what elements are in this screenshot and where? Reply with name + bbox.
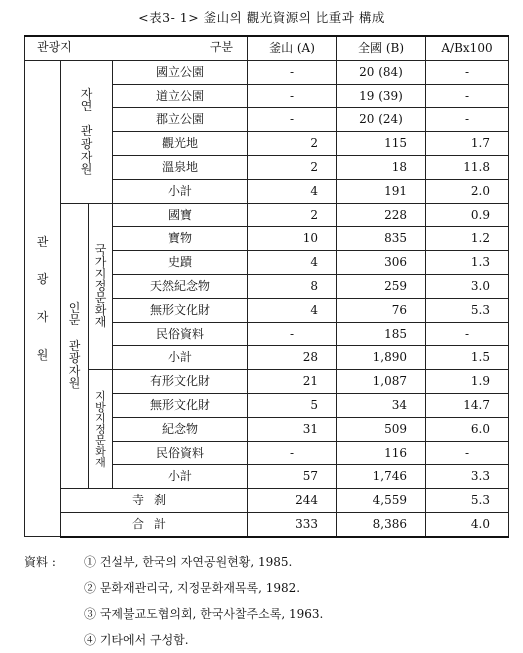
table-row [25, 512, 509, 536]
group-national-designated: 국 가 지 정 문 화 재 [89, 203, 113, 370]
header-cell-category [25, 36, 248, 60]
row-label: 郡立公園 [113, 108, 248, 132]
cell-ratio: - [426, 84, 509, 108]
cell-busan: 57 [248, 465, 337, 489]
cell-national: 8,386 [337, 512, 426, 536]
cell-national: 509 [337, 417, 426, 441]
row-label: 溫泉地 [113, 155, 248, 179]
table-row [25, 489, 509, 513]
cell-ratio: 6.0 [426, 417, 509, 441]
note-row [24, 601, 323, 627]
cell-busan: 4 [248, 251, 337, 275]
row-label: 民俗資料 [113, 322, 248, 346]
cell-ratio: - [426, 322, 509, 346]
cell-ratio: 1.2 [426, 227, 509, 251]
cell-ratio: 5.3 [426, 298, 509, 322]
cell-busan: 31 [248, 417, 337, 441]
cell-ratio: - [426, 108, 509, 132]
note-row [24, 549, 323, 575]
cell-ratio: 4.0 [426, 512, 509, 536]
cell-busan: 4 [248, 298, 337, 322]
cell-busan: 333 [248, 512, 337, 536]
cell-ratio: 14.7 [426, 393, 509, 417]
source-item: ① 건설부, 한국의 자연공원현황, 1985. [84, 555, 293, 569]
cell-national: 20 (24) [337, 108, 426, 132]
cell-ratio: 11.8 [426, 155, 509, 179]
cell-national: 116 [337, 441, 426, 465]
row-label: 國寶 [113, 203, 248, 227]
cell-busan: 244 [248, 489, 337, 513]
header-row [25, 36, 509, 60]
source-item: ④ 기타에서 구성함. [84, 633, 189, 647]
table-title: <表3- 1> 釜山의 觀光資源의 比重과 構成 [138, 10, 385, 25]
cell-ratio: 1.7 [426, 132, 509, 156]
group-local-designated: 지 방 지 정 문 화 재 [89, 370, 113, 489]
header-classification: 구분 [209, 40, 233, 54]
row-label: 觀光地 [113, 132, 248, 156]
cell-national: 191 [337, 179, 426, 203]
cell-busan: 2 [248, 203, 337, 227]
group-tourism-resources [25, 60, 61, 536]
row-label: 無形文化財 [113, 393, 248, 417]
cell-national: 19 (39) [337, 84, 426, 108]
row-label: 小計 [113, 179, 248, 203]
cell-busan: 21 [248, 370, 337, 394]
cell-ratio: 3.3 [426, 465, 509, 489]
cell-busan: - [248, 108, 337, 132]
row-label: 小計 [113, 346, 248, 370]
cell-national: 1,087 [337, 370, 426, 394]
group-char: 관 [36, 234, 49, 249]
row-label: 無形文化財 [113, 298, 248, 322]
table-row [25, 60, 509, 84]
cell-busan: 10 [248, 227, 337, 251]
cell-national: 4,559 [337, 489, 426, 513]
source-label: 資料 : [24, 555, 56, 569]
cell-busan: 28 [248, 346, 337, 370]
cell-ratio: 1.3 [426, 251, 509, 275]
group-char: 자 [36, 310, 49, 325]
source-item: ③ 국제불교도협의회, 한국사찰주소록, 1963. [84, 607, 324, 621]
row-label-total: 合計 [61, 512, 248, 536]
header-busan: 釜山 (A) [248, 36, 337, 60]
row-label: 民俗資料 [113, 441, 248, 465]
cell-national: 185 [337, 322, 426, 346]
group-char: 광 [36, 272, 49, 287]
cell-ratio: - [426, 60, 509, 84]
cell-busan: 8 [248, 274, 337, 298]
row-label: 史蹟 [113, 251, 248, 275]
cell-ratio: 2.0 [426, 179, 509, 203]
group-natural-resources: 자 연 관 광 자 원 [61, 60, 113, 203]
row-label: 道立公園 [113, 84, 248, 108]
cell-busan: 5 [248, 393, 337, 417]
cell-national: 76 [337, 298, 426, 322]
cell-ratio: 1.5 [426, 346, 509, 370]
tourism-resources-table [24, 35, 509, 538]
note-row [24, 627, 323, 653]
cell-busan: - [248, 60, 337, 84]
cell-national: 20 (84) [337, 60, 426, 84]
row-label: 天然紀念物 [113, 274, 248, 298]
source-notes [24, 549, 323, 653]
row-label: 有形文化財 [113, 370, 248, 394]
cell-national: 306 [337, 251, 426, 275]
cell-national: 1,890 [337, 346, 426, 370]
cell-busan: - [248, 441, 337, 465]
table-row [25, 203, 509, 227]
cell-ratio: 0.9 [426, 203, 509, 227]
cell-ratio: - [426, 441, 509, 465]
group-cultural-resources: 인 문 관 광 자 원 [61, 203, 89, 489]
cell-national: 34 [337, 393, 426, 417]
cell-busan: 4 [248, 179, 337, 203]
cell-ratio: 3.0 [426, 274, 509, 298]
row-label: 寶物 [113, 227, 248, 251]
source-item: ② 문화재관리국, 지정문화재목록, 1982. [84, 581, 301, 595]
table-row [25, 370, 509, 394]
cell-national: 1,746 [337, 465, 426, 489]
header-national: 全國 (B) [337, 36, 426, 60]
row-label-temples: 寺刹 [61, 489, 248, 513]
cell-national: 228 [337, 203, 426, 227]
cell-national: 259 [337, 274, 426, 298]
cell-busan: 2 [248, 132, 337, 156]
cell-national: 18 [337, 155, 426, 179]
row-label: 小計 [113, 465, 248, 489]
cell-ratio: 5.3 [426, 489, 509, 513]
cell-busan: 2 [248, 155, 337, 179]
cell-national: 115 [337, 132, 426, 156]
header-ratio: A/Bx100 [426, 36, 509, 60]
row-label: 紀念物 [113, 417, 248, 441]
row-label: 國立公園 [113, 60, 248, 84]
note-row [24, 575, 323, 601]
cell-ratio: 1.9 [426, 370, 509, 394]
cell-busan: - [248, 322, 337, 346]
cell-national: 835 [337, 227, 426, 251]
cell-busan: - [248, 84, 337, 108]
header-tourist-site: 관광지 [37, 40, 72, 54]
group-char: 원 [36, 347, 49, 362]
